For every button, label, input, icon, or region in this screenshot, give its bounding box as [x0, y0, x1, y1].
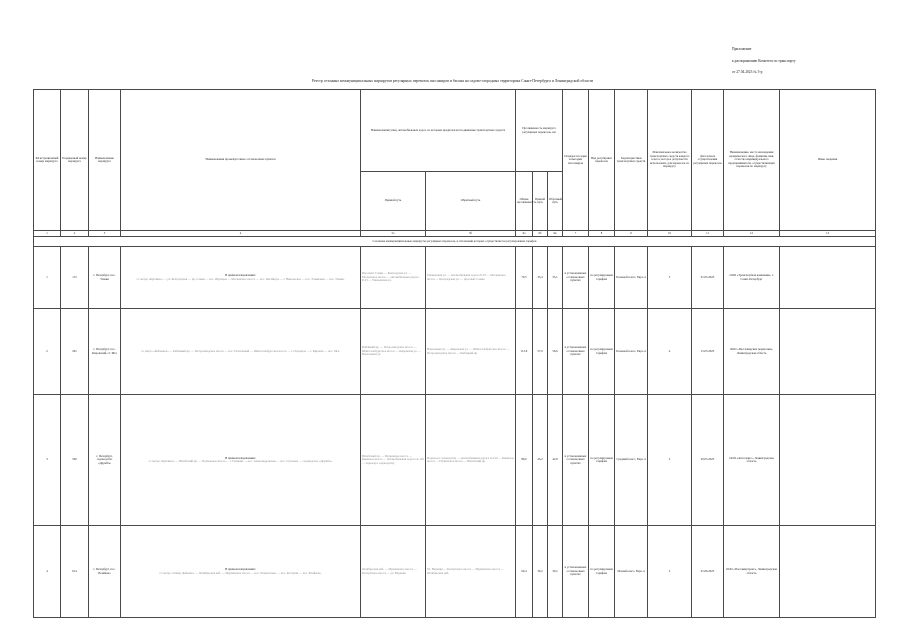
cell-max-vehicles: 3	[648, 247, 692, 309]
cell-name: г. Петербург, садоводство «Дружба»	[89, 395, 121, 526]
cell-forward: Проспект Славы — Белградская ул. — Московское шоссе — автомобильная дорога Р-23 — Ушаковская ул.	[361, 247, 426, 309]
col-number: 13	[780, 231, 876, 237]
cell-backward: Подъезд к садоводству — автомобильная дорога А-120 — Киевское шоссе — Пулковское шоссе — Витебский пр.	[426, 395, 516, 526]
col-header-streets: Наименования улиц, автомобильных дорог, по которым предполагается движение транспортных средств	[361, 90, 516, 172]
cell-registration: 2	[34, 309, 61, 395]
cell-stops	[121, 309, 361, 395]
cell-length-backward: 42,8	[548, 395, 563, 526]
cell-number: 261	[61, 309, 89, 395]
cell-vehicles: Малый класс, Евро-4	[615, 526, 648, 618]
cell-stops	[121, 395, 361, 526]
cell-start-date: 01.05.2023	[692, 247, 724, 309]
col-header-forward: Прямой путь	[361, 172, 426, 231]
cell-length-total: 70,5	[516, 247, 533, 309]
col-number: 12	[724, 231, 780, 237]
cell-registration: 3	[34, 395, 61, 526]
cell-number: 614	[61, 526, 89, 618]
cell-transport-type: по регулируемым тарифам	[589, 395, 615, 526]
cell-max-vehicles: 4	[648, 309, 692, 395]
cell-length-forward: 57,0	[533, 309, 548, 395]
cell-forward: Октябрьская наб. — Мурманское шоссе — Колтушское шоссе — ул. Верхняя	[361, 526, 426, 618]
cell-length-backward: 30,2	[548, 526, 563, 618]
cell-length-backward: 56,6	[548, 309, 563, 395]
cell-length-forward: 35,4	[533, 247, 548, 309]
col-number: 8	[589, 231, 615, 237]
cell-vehicles: Большой класс, Евро-4	[615, 309, 648, 395]
cell-start-date: 15.05.2023	[692, 309, 724, 395]
stops-direction-title: В прямом направлении:	[225, 273, 256, 278]
col-header-length-backward: Обратный путь	[548, 172, 563, 231]
col-number: 6в	[548, 231, 563, 237]
cell-other	[780, 395, 876, 526]
cell-boarding: в установленных остановочных пунктах	[563, 395, 589, 526]
cell-start-date: 01.06.2023	[692, 526, 724, 618]
col-number: 4	[121, 231, 361, 237]
cell-transport-type: по регулируемым тарифам	[589, 309, 615, 395]
cell-boarding: в установленных остановочных пунктах	[563, 309, 589, 395]
cell-carrier: ООО «Пассажирские перевозки», Ленинградская область	[724, 309, 780, 395]
cell-name: г. Петербург, пос. Ушаки	[89, 247, 121, 309]
cell-max-vehicles: 2	[648, 526, 692, 618]
table-row	[34, 247, 876, 309]
col-header-name: Наименование маршрута	[89, 90, 121, 231]
col-header-start-date: Дата начала осуществления регулярных перевозок	[692, 90, 724, 231]
col-number: 6а	[516, 231, 533, 237]
col-number: 2	[61, 231, 89, 237]
cell-boarding: в установленных остановочных пунктах	[563, 526, 589, 618]
cell-vehicles: Средний класс, Евро-4	[615, 395, 648, 526]
col-number: 3	[89, 231, 121, 237]
col-header-vehicles: Характеристики транспортных средств	[615, 90, 648, 231]
cell-stops	[121, 247, 361, 309]
col-header-transport-type: Вид регулярных перевозок	[589, 90, 615, 231]
col-header-carrier: Наименование, место нахождения юридического лица, фамилия, имя, отчество индивидуального предпринимателя, осуществляющих перевозки по маршруту	[724, 90, 780, 231]
stops-direction-title: В прямом направлении:	[225, 567, 256, 572]
cell-registration: 1	[34, 247, 61, 309]
header-line-3: от 27.04.2023 № 5-р	[732, 70, 763, 74]
stops-text: ст. метро «Купчино» — ул. Белградская — пр. Славы — пос. Шушары — Московское шоссе — пос. Ям-Ижора — г. Никольское — пос. Ульяновка — пос. Ушаки.	[136, 276, 345, 281]
cell-carrier: ООО «Транспортная компания», г. Санкт-Петербург	[724, 247, 780, 309]
table-row	[34, 395, 876, 526]
stops-text: ст. метро «Улица Дыбенко» — Октябрьская наб. — Мурманское шоссе — пос. Разметелево — пос. Колтуши — пос. Воейково.	[159, 570, 322, 575]
col-header-registration: Регистрационный номер маршрута	[34, 90, 61, 231]
col-header-max-vehicles: Максимальное количество транспортных средств каждого класса, которое допускается использовать для перевозок по маршруту	[648, 90, 692, 231]
cell-number: 500	[61, 395, 89, 526]
cell-length-forward: 30,2	[533, 526, 548, 618]
cell-carrier: ООО «Автотранс», Ленинградская область	[724, 395, 780, 526]
col-header-other: Иные сведения	[780, 90, 876, 231]
cell-length-total: 60,4	[516, 526, 533, 618]
cell-other	[780, 247, 876, 309]
col-number: 7	[563, 231, 589, 237]
cell-backward: Вокзальная ул. — Кировская ул. — Шлиссельбургское шоссе — Петрозаводское шоссе — Рыбацкий пр.	[426, 309, 516, 395]
col-number: 6б	[533, 231, 548, 237]
col-header-number: Порядковый номер маршрута	[61, 90, 89, 231]
table-row	[34, 526, 876, 618]
cell-transport-type: по регулируемым тарифам	[589, 247, 615, 309]
stops-text: ст. метро «Купчино» — Витебский пр. — Пулковское шоссе — г. Пушкин — пос. Александровская — пос. Стрельна — садоводство «Дружба».	[148, 459, 333, 463]
col-header-boarding: Порядок посадки и высадки пассажиров	[563, 90, 589, 231]
stops-text: ст. метро «Рыбацкое» — Рыбацкий пр. — Петрозаводское шоссе — пос. Понтонный — Шлиссельбургское шоссе — г. Отрадное — г. Кировск — пос. Мга.	[141, 348, 340, 353]
cell-length-backward: 35,1	[548, 247, 563, 309]
cell-transport-type: по регулируемым тарифам	[589, 526, 615, 618]
col-header-length-forward: Прямой путь	[533, 172, 548, 231]
cell-stops	[121, 526, 361, 618]
register-table	[33, 89, 876, 618]
section-title: Сезонные межмуниципальные маршруты регулярных перевозок, в отношении которых осуществляется регулирование тарифов	[34, 237, 876, 247]
cell-vehicles: Большой класс, Евро-4	[615, 247, 648, 309]
cell-other	[780, 526, 876, 618]
cell-backward: Ул. Верхняя — Колтушское шоссе — Мурманское шоссе — Октябрьская наб.	[426, 526, 516, 618]
cell-forward: Витебский пр. — Пулковское шоссе — Киевское шоссе — автомобильная дорога А-120 — подъезд к садоводству	[361, 395, 426, 526]
cell-forward: Рыбацкий пр. — Петрозаводское шоссе — Шлиссельбургское шоссе — Кировская ул. — Вокзальная ул.	[361, 309, 426, 395]
col-number: 9	[615, 231, 648, 237]
col-header-backward: Обратный путь	[426, 172, 516, 231]
cell-length-total: 113,6	[516, 309, 533, 395]
header-line-2: к распоряжению Комитета по транспорту	[732, 59, 796, 63]
cell-boarding: в установленных остановочных пунктах	[563, 247, 589, 309]
stops-direction-title: В прямом направлении:	[225, 455, 256, 460]
cell-number: 172	[61, 247, 89, 309]
cell-backward: Ушаковская ул. — автомобильная дорога Р-23 — Московское шоссе — Белградская ул. — проспект Славы	[426, 247, 516, 309]
cell-registration: 4	[34, 526, 61, 618]
col-header-stops: Наименования промежуточных остановочных пунктов	[121, 90, 361, 231]
col-number: 5а	[361, 231, 426, 237]
cell-carrier: ООО «Пассажиртранс», Ленинградская область	[724, 526, 780, 618]
cell-name: г. Петербург, пос. Кировский, ст. Мга	[89, 309, 121, 395]
col-number: 11	[692, 231, 724, 237]
col-header-length: Протяженность маршрута регулярных перевозок, км	[516, 90, 563, 172]
cell-max-vehicles: 2	[648, 395, 692, 526]
cell-name: г. Петербург, пос. Воейково	[89, 526, 121, 618]
col-number: 1	[34, 231, 61, 237]
col-header-length-total: Общая протяженность	[516, 172, 533, 231]
col-number: 10	[648, 231, 692, 237]
document-title: Реестр сезонных межмуниципальных маршрутов регулярных перевозок пассажиров и багажа на садово-огородных территориях Санкт-Петербурга и Ленинградской области	[311, 79, 594, 83]
cell-start-date: 20.05.2023	[692, 395, 724, 526]
cell-length-total: 86,0	[516, 395, 533, 526]
header-line-1: Приложение	[732, 47, 752, 51]
cell-other	[780, 309, 876, 395]
table-row	[34, 309, 876, 395]
col-number: 5б	[426, 231, 516, 237]
cell-length-forward: 43,2	[533, 395, 548, 526]
